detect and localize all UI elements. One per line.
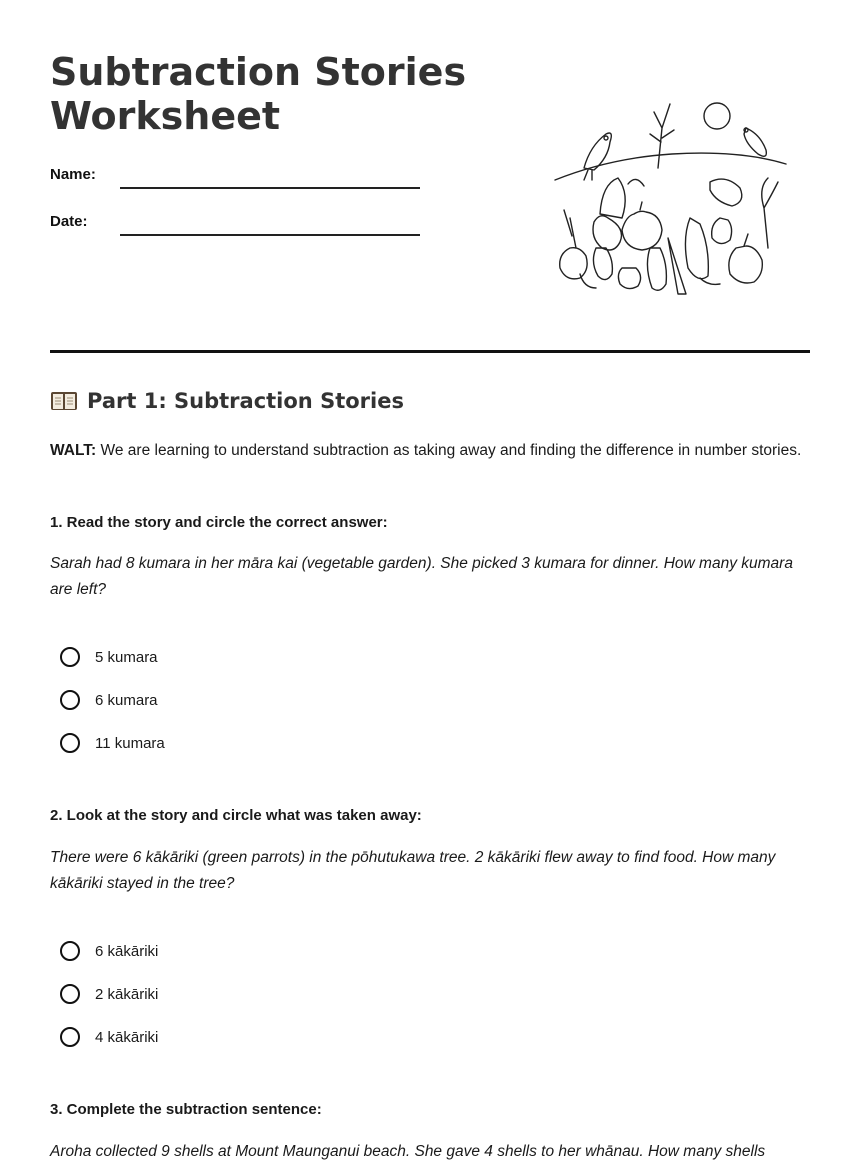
radio-button[interactable] [60, 941, 80, 961]
radio-button[interactable] [60, 733, 80, 753]
open-book-icon [50, 390, 78, 412]
radio-button[interactable] [60, 647, 80, 667]
option-label: 5 kumara [95, 648, 158, 666]
option-label: 4 kākāriki [95, 1028, 159, 1046]
name-label: Name: [50, 166, 96, 183]
title-line-2: Worksheet [50, 94, 281, 138]
date-field[interactable] [120, 234, 420, 236]
walt-statement [50, 438, 810, 464]
question-2-option-2[interactable] [60, 981, 158, 1007]
option-label: 6 kākāriki [95, 942, 159, 960]
question-2-option-3[interactable] [60, 1024, 158, 1050]
title-line-1: Subtraction Stories [50, 50, 467, 94]
date-label: Date: [50, 213, 88, 230]
part-1-heading [50, 389, 404, 413]
walt-label: WALT: [50, 442, 97, 459]
name-field[interactable] [120, 187, 420, 189]
question-1-title: 1. Read the story and circle the correct answer: [50, 514, 388, 531]
radio-button[interactable] [60, 984, 80, 1004]
walt-text: We are learning to understand subtraction as taking away and finding the difference in number stories. [96, 442, 802, 459]
section-divider [50, 350, 810, 353]
option-label: 2 kākāriki [95, 985, 159, 1003]
question-1-option-3[interactable] [60, 730, 165, 756]
worksheet-title [50, 50, 510, 138]
option-label: 6 kumara [95, 691, 158, 709]
radio-button[interactable] [60, 1027, 80, 1047]
worksheet-page [50, 0, 810, 1161]
question-1-option-1[interactable] [60, 644, 158, 670]
question-2-option-1[interactable] [60, 938, 158, 964]
garden-illustration-icon [550, 98, 795, 303]
question-1-option-2[interactable] [60, 687, 158, 713]
question-3-title: 3. Complete the subtraction sentence: [50, 1101, 322, 1118]
radio-button[interactable] [60, 690, 80, 710]
question-2-title: 2. Look at the story and circle what was taken away: [50, 807, 422, 824]
option-label: 11 kumara [95, 734, 165, 752]
question-3-story: Aroha collected 9 shells at Mount Maunganui beach. She gave 4 shells to her whānau. How many shells [50, 1143, 766, 1160]
question-2-story: There were 6 kākāriki (green parrots) in the pōhutukawa tree. 2 kākāriki flew away to find food. How many kākāriki stayed in the tree? [50, 849, 776, 892]
question-1-story: Sarah had 8 kumara in her māra kai (vegetable garden). She picked 3 kumara for dinner. How many kumara are left? [50, 555, 793, 598]
part-1-heading-text: Part 1: Subtraction Stories [87, 389, 404, 413]
